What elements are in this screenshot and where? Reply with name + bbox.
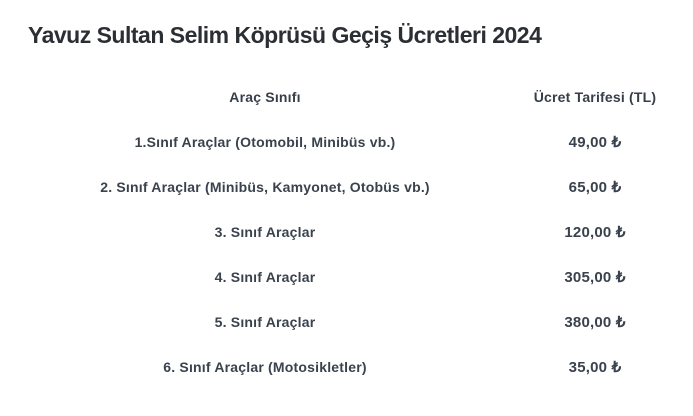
tariff-cell: 120,00 ₺ — [564, 223, 626, 241]
table-row — [30, 254, 690, 299]
vehicle-class-cell: 2. Sınıf Araçlar (Minibüs, Kamyonet, Otobüs vb.) — [100, 178, 430, 195]
tariff-cell: 65,00 ₺ — [568, 178, 622, 196]
tariff-cell: 380,00 ₺ — [564, 313, 626, 331]
tariff-cell: 49,00 ₺ — [568, 133, 622, 151]
page-title: Yavuz Sultan Selim Köprüsü Geçiş Ücretleri 2024 — [28, 22, 542, 48]
table-header-row — [30, 74, 690, 119]
vehicle-class-cell: 6. Sınıf Araçlar (Motosikletler) — [163, 358, 367, 375]
tariff-cell: 35,00 ₺ — [568, 358, 622, 376]
toll-price-table — [30, 74, 690, 389]
table-row — [30, 299, 690, 344]
column-header-tariff: Ücret Tarifesi (TL) — [533, 88, 657, 105]
table-row — [30, 164, 690, 209]
table-row — [30, 119, 690, 164]
vehicle-class-cell: 4. Sınıf Araçlar — [214, 268, 316, 285]
vehicle-class-cell: 5. Sınıf Araçlar — [214, 313, 316, 330]
tariff-cell: 305,00 ₺ — [564, 268, 626, 286]
vehicle-class-cell: 1.Sınıf Araçlar (Otomobil, Minibüs vb.) — [134, 133, 396, 150]
column-header-vehicle-class: Araç Sınıfı — [229, 88, 301, 105]
table-row — [30, 209, 690, 254]
vehicle-class-cell: 3. Sınıf Araçlar — [214, 223, 316, 240]
table-row — [30, 344, 690, 389]
